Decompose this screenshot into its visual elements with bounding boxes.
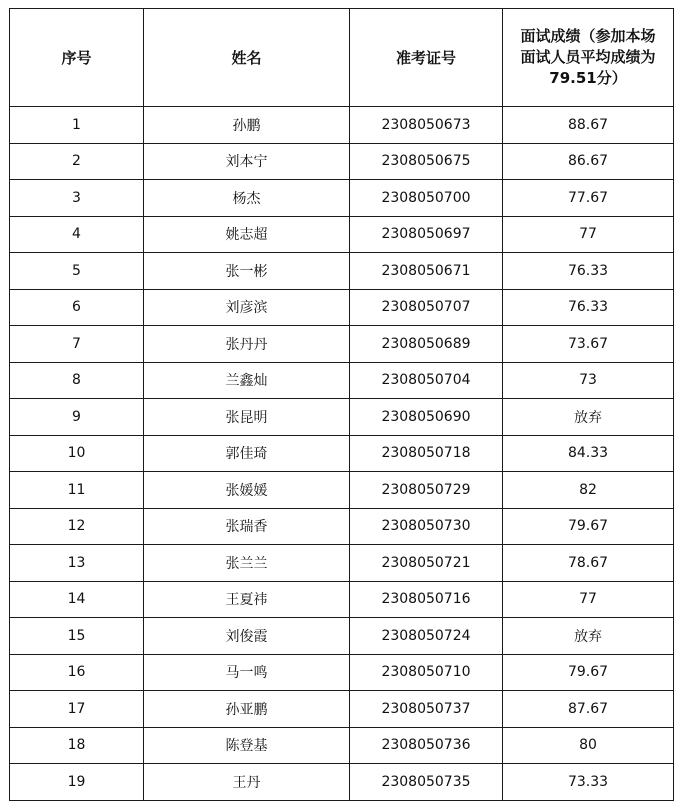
header-score-line1: 面试成绩（参加本场	[520, 27, 656, 45]
table-row	[10, 362, 674, 399]
cell-score: 放弃	[503, 618, 674, 655]
cell-index: 9	[10, 399, 144, 436]
cell-ticket: 2308050707	[350, 289, 503, 326]
header-score-line2: 面试人员平均成绩为	[520, 48, 656, 66]
table-row	[10, 618, 674, 655]
cell-score: 82	[503, 472, 674, 509]
table-row	[10, 545, 674, 582]
cell-ticket: 2308050697	[350, 216, 503, 253]
cell-name: 刘本宁	[144, 143, 350, 180]
cell-name: 郭佳琦	[144, 435, 350, 472]
cell-score: 76.33	[503, 253, 674, 290]
table-row	[10, 326, 674, 363]
table-row	[10, 180, 674, 217]
cell-ticket: 2308050735	[350, 764, 503, 801]
cell-score: 80	[503, 727, 674, 764]
cell-index: 18	[10, 727, 144, 764]
table-row	[10, 216, 674, 253]
cell-index: 14	[10, 581, 144, 618]
header-row	[10, 9, 674, 107]
cell-ticket: 2308050675	[350, 143, 503, 180]
cell-name: 孙鹏	[144, 107, 350, 144]
cell-name: 孙亚鹏	[144, 691, 350, 728]
table-row	[10, 253, 674, 290]
table-row	[10, 435, 674, 472]
cell-index: 13	[10, 545, 144, 582]
cell-score: 88.67	[503, 107, 674, 144]
cell-index: 11	[10, 472, 144, 509]
cell-index: 3	[10, 180, 144, 217]
cell-name: 张媛媛	[144, 472, 350, 509]
cell-name: 马一鸣	[144, 654, 350, 691]
table-row	[10, 143, 674, 180]
cell-score: 76.33	[503, 289, 674, 326]
cell-score: 87.67	[503, 691, 674, 728]
cell-index: 6	[10, 289, 144, 326]
cell-ticket: 2308050673	[350, 107, 503, 144]
cell-name: 张丹丹	[144, 326, 350, 363]
cell-ticket: 2308050724	[350, 618, 503, 655]
cell-score: 84.33	[503, 435, 674, 472]
cell-index: 4	[10, 216, 144, 253]
cell-name: 王丹	[144, 764, 350, 801]
header-score-line3: 79.51分）	[549, 69, 627, 87]
cell-index: 7	[10, 326, 144, 363]
cell-name: 兰鑫灿	[144, 362, 350, 399]
cell-index: 1	[10, 107, 144, 144]
cell-ticket: 2308050671	[350, 253, 503, 290]
cell-score: 78.67	[503, 545, 674, 582]
cell-score: 放弃	[503, 399, 674, 436]
cell-ticket: 2308050689	[350, 326, 503, 363]
cell-name: 刘俊霞	[144, 618, 350, 655]
cell-score: 73.33	[503, 764, 674, 801]
cell-ticket: 2308050721	[350, 545, 503, 582]
cell-ticket: 2308050690	[350, 399, 503, 436]
cell-index: 16	[10, 654, 144, 691]
table-row	[10, 472, 674, 509]
cell-ticket: 2308050737	[350, 691, 503, 728]
table-row	[10, 399, 674, 436]
cell-ticket: 2308050700	[350, 180, 503, 217]
cell-score: 73.67	[503, 326, 674, 363]
cell-ticket: 2308050736	[350, 727, 503, 764]
cell-ticket: 2308050716	[350, 581, 503, 618]
cell-index: 8	[10, 362, 144, 399]
table-row	[10, 654, 674, 691]
cell-index: 2	[10, 143, 144, 180]
cell-index: 15	[10, 618, 144, 655]
cell-name: 张一彬	[144, 253, 350, 290]
header-name: 姓名	[144, 9, 350, 107]
cell-name: 杨杰	[144, 180, 350, 217]
cell-name: 张昆明	[144, 399, 350, 436]
header-ticket: 准考证号	[350, 9, 503, 107]
cell-name: 张瑞香	[144, 508, 350, 545]
cell-score: 77	[503, 216, 674, 253]
cell-ticket: 2308050704	[350, 362, 503, 399]
table-row	[10, 107, 674, 144]
cell-score: 86.67	[503, 143, 674, 180]
cell-ticket: 2308050730	[350, 508, 503, 545]
cell-score: 73	[503, 362, 674, 399]
cell-index: 10	[10, 435, 144, 472]
table-row	[10, 727, 674, 764]
cell-index: 5	[10, 253, 144, 290]
table-row	[10, 764, 674, 801]
cell-score: 77	[503, 581, 674, 618]
cell-score: 77.67	[503, 180, 674, 217]
cell-score: 79.67	[503, 508, 674, 545]
header-index: 序号	[10, 9, 144, 107]
cell-name: 刘彦滨	[144, 289, 350, 326]
cell-name: 姚志超	[144, 216, 350, 253]
table-row	[10, 289, 674, 326]
cell-index: 19	[10, 764, 144, 801]
cell-name: 张兰兰	[144, 545, 350, 582]
table-body	[10, 107, 674, 801]
interview-score-table	[9, 8, 674, 801]
cell-ticket: 2308050718	[350, 435, 503, 472]
header-score	[503, 9, 674, 107]
cell-index: 17	[10, 691, 144, 728]
cell-ticket: 2308050729	[350, 472, 503, 509]
cell-name: 王夏祎	[144, 581, 350, 618]
cell-index: 12	[10, 508, 144, 545]
cell-ticket: 2308050710	[350, 654, 503, 691]
cell-name: 陈登基	[144, 727, 350, 764]
table-row	[10, 691, 674, 728]
table-row	[10, 508, 674, 545]
table-row	[10, 581, 674, 618]
cell-score: 79.67	[503, 654, 674, 691]
